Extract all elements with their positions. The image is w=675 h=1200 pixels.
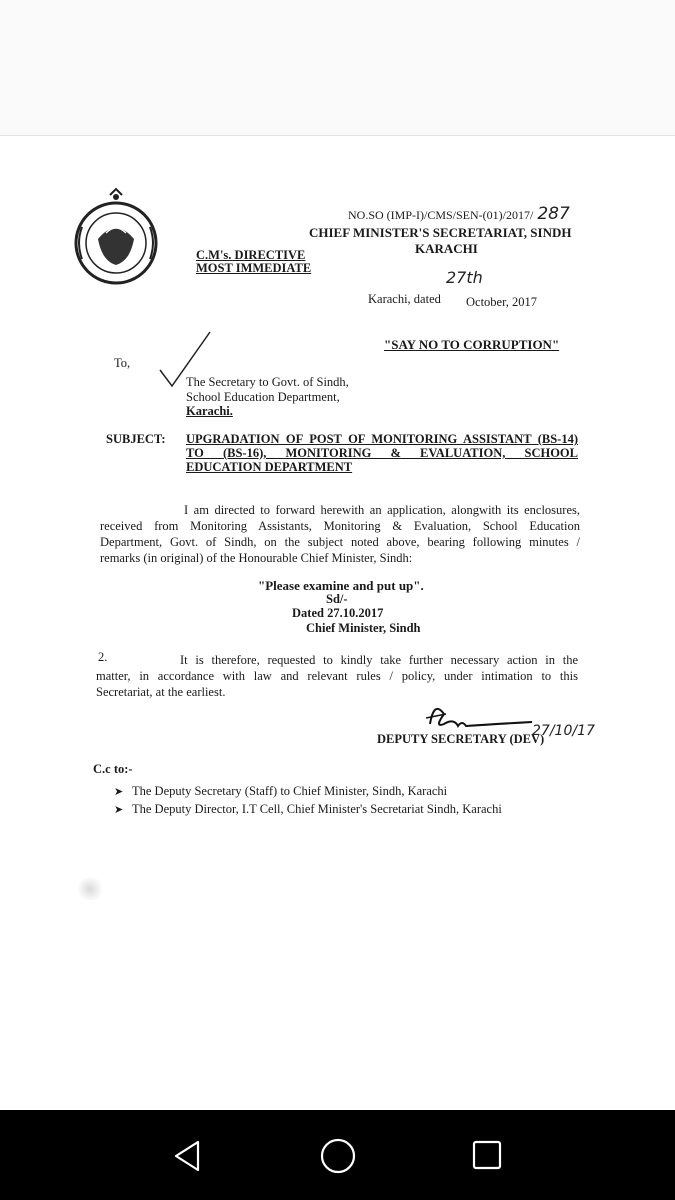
subject-text: UPGRADATION OF POST OF MONITORING ASSISTANT (BS-14) TO (BS-16), MONITORING & EVALUATION, SCHOOL EDUCATION DEPARTMENT [186,432,578,474]
navigation-bar [0,1110,675,1200]
paragraph-2-number: 2. [98,650,108,664]
office-name: CHIEF MINISTER'S SECRETARIAT, SINDH [309,225,572,240]
reference-number: NO.SO (IMP-I)/CMS/SEN-(01)/2017/ 287 [348,204,570,224]
addressee-line: School Education Department, [186,390,340,404]
subject-label: SUBJECT: [106,432,166,446]
bullet-arrow-icon: ➤ [114,803,124,816]
recents-icon[interactable] [471,1139,503,1171]
signed-mark: Sd/- [326,592,348,606]
to-label: To, [114,356,131,370]
cc-item: ➤ The Deputy Director, I.T Cell, Chief Minister's Secretariat Sindh, Karachi [114,802,502,816]
handwritten-sign-date: 27/10/17 [532,723,595,739]
addressee-line: The Secretary to Govt. of Sindh, [186,375,349,389]
cc-label: C.c to:- [93,762,133,776]
addressee-city: Karachi. [186,404,233,418]
paragraph-1: I am directed to forward herewith an application, alongwith its enclosures, received from Monitoring Assistants, Monitoring & Evaluation, School Education Department, Govt. of Sindh, on the subject noted above, bearing following minutes / remarks (in original) of the Honourable Chief Minister, Sindh: [100,503,580,565]
cm-remarks-quote: "Please examine and put up". [258,578,424,593]
government-seal-icon [70,187,162,287]
signature-icon [420,696,540,736]
office-city: KARACHI [415,241,478,256]
back-icon[interactable] [170,1138,206,1174]
remarks-date: Dated 27.10.2017 [292,606,384,620]
cc-item: ➤ The Deputy Secretary (Staff) to Chief Minister, Sindh, Karachi [114,784,448,798]
remarks-author: Chief Minister, Sindh [306,621,421,635]
signatory-title: DEPUTY SECRETARY (DEV) [377,732,545,746]
slogan: "SAY NO TO CORRUPTION" [384,337,560,352]
scan-smudge [75,878,105,900]
viewer-top-area [0,0,675,135]
directive-label: C.M's. DIRECTIVE [196,248,306,262]
paragraph-2: It is therefore, requested to kindly take further necessary action in the matter, in accordance with law and relevant rules / policy, under intimation to this Secretariat, at the earliest. [96,653,578,699]
handwritten-day: 27th [446,268,483,287]
bullet-arrow-icon: ➤ [114,785,124,798]
dated-prefix: Karachi, dated [368,292,441,306]
dated-month: October, 2017 [466,295,538,309]
home-icon[interactable] [319,1137,357,1175]
priority-label: MOST IMMEDIATE [196,261,312,275]
